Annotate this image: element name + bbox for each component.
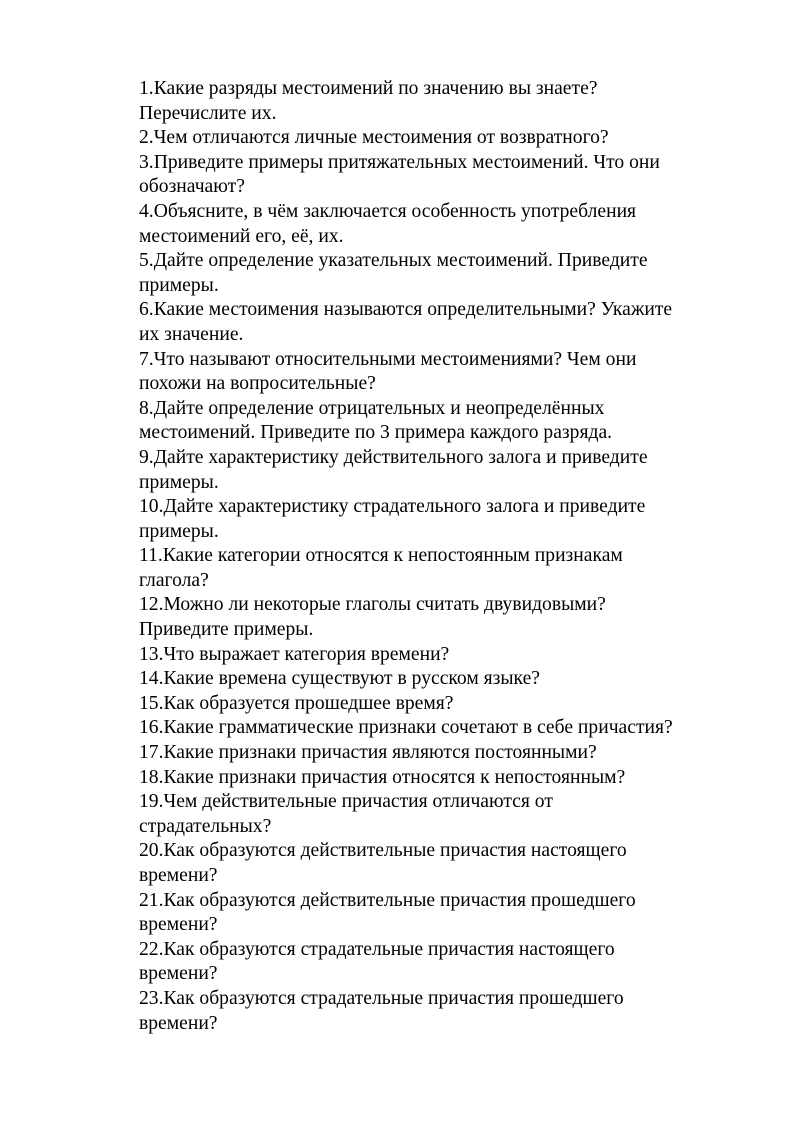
question-text-line: обозначают? [139,176,245,198]
question-text-line: 4.Объясните, в чём заключается особенность употребления [139,200,637,222]
question-item [139,741,739,766]
question-item [139,938,739,987]
question-text-line: 5.Дайте определение указательных местоимений. Приведите [139,250,648,272]
question-text-line: глагола? [139,569,209,591]
question-item [139,987,739,1036]
question-text-line: 3.Приведите примеры притяжательных местоимений. Что они [139,151,660,173]
question-list [139,77,739,1036]
question-text-line: 9.Дайте характеристику действительного залога и приведите [139,446,648,468]
question-text-line: похожи на вопросительные? [139,373,376,395]
question-text-line: страдательных? [139,815,272,837]
question-text-line: 21.Как образуются действительные причастия прошедшего [139,889,636,911]
question-item [139,643,739,668]
question-item [139,593,739,642]
question-text-line: 23.Как образуются страдательные причастия прошедшего [139,987,624,1009]
question-text-line: 11.Какие категории относятся к непостоянным признакам [139,545,623,567]
question-item [139,839,739,888]
question-text-line: их значение. [139,323,244,345]
question-text-line: времени? [139,914,218,936]
question-text-line: примеры. [139,274,219,296]
question-text-line: местоимений. Приведите по 3 примера каждого разряда. [139,422,613,444]
question-text-line: 2.Чем отличаются личные местоимения от возвратного? [139,127,609,149]
question-item [139,889,739,938]
question-item [139,716,739,741]
question-text-line: Приведите примеры. [139,619,314,641]
question-text-line: 15.Как образуется прошедшее время? [139,692,454,714]
question-text-line: примеры. [139,471,219,493]
question-text-line: 6.Какие местоимения называются определительными? Укажите [139,299,673,321]
question-text-line: 16.Какие грамматические признаки сочетают в себе причастия? [139,717,673,739]
question-item [139,446,739,495]
question-item [139,348,739,397]
question-text-line: 8.Дайте определение отрицательных и неопределённых [139,397,605,419]
question-item [139,397,739,446]
question-text-line: 17.Какие признаки причастия являются постоянными? [139,742,597,764]
question-text-line: 14.Какие времена существуют в русском языке? [139,668,540,690]
question-text-line: 12.Можно ли некоторые глаголы считать двувидовыми? [139,594,606,616]
question-text-line: 10.Дайте характеристику страдательного залога и приведите [139,496,646,518]
question-item [139,667,739,692]
question-text-line: местоимений его, её, их. [139,225,344,247]
question-text-line: 22.Как образуются страдательные причастия настоящего [139,938,615,960]
question-text-line: примеры. [139,520,219,542]
question-text-line: 18.Какие признаки причастия относятся к непостоянным? [139,766,626,788]
question-text-line: 1.Какие разряды местоимений по значению вы знаете? [139,78,598,99]
question-item [139,200,739,249]
question-text-line: времени? [139,1012,218,1034]
question-text-line: 13.Что выражает категория времени? [139,643,450,665]
question-text-line: времени? [139,963,218,985]
question-item [139,790,739,839]
question-item [139,151,739,200]
question-item [139,126,739,151]
question-item [139,544,739,593]
question-item [139,692,739,717]
question-item [139,766,739,791]
question-text-line: 7.Что называют относительными местоимениями? Чем они [139,348,637,370]
question-item [139,298,739,347]
question-text-line: 19.Чем действительные причастия отличаются от [139,791,553,813]
question-text-line: 20.Как образуются действительные причастия настоящего [139,840,627,862]
question-text-line: времени? [139,865,218,886]
question-item [139,249,739,298]
question-item [139,495,739,544]
question-text-line: Перечислите их. [139,102,277,124]
question-item [139,77,739,126]
